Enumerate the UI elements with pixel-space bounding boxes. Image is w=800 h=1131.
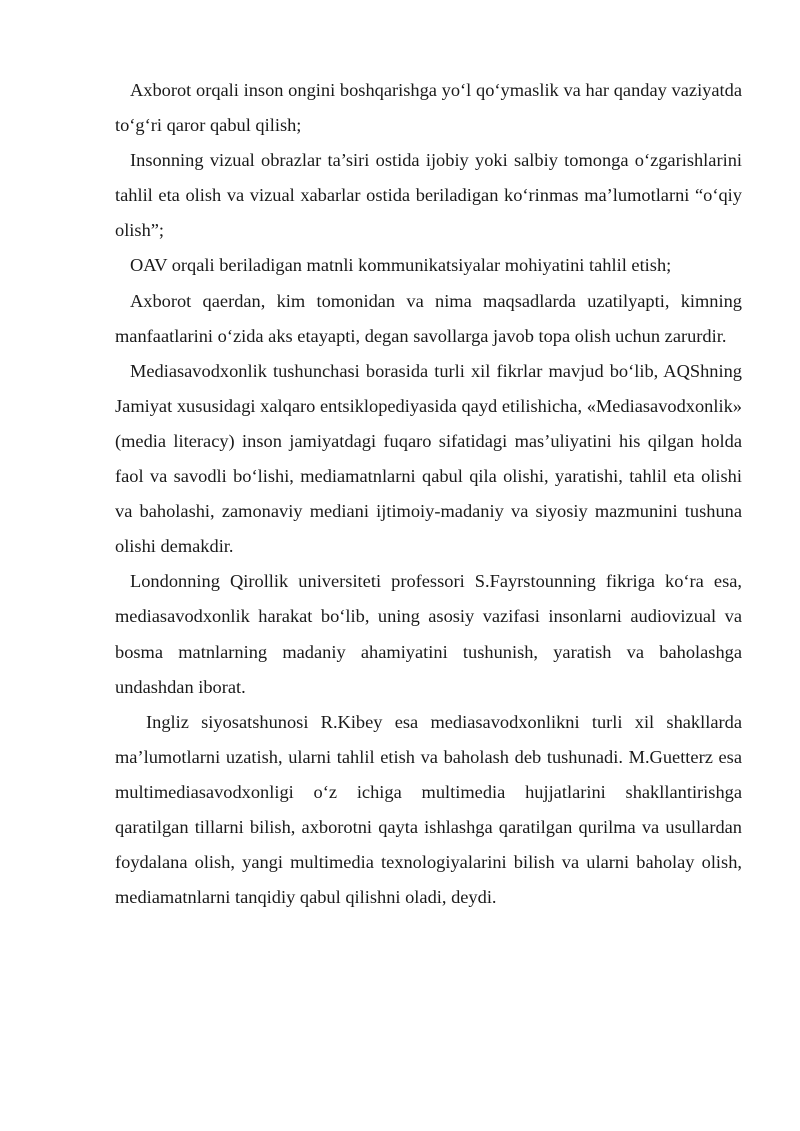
paragraph-2: Insonning vizual obrazlar ta’siri ostida ijobiy yoki salbiy tomonga o‘zgarishlarini tahlil eta olish va vizual xabarlar ostida beriladigan ko‘rinmas ma’lumotlarni “o‘qiy olish”; <box>115 150 742 241</box>
paragraph-7: Ingliz siyosatshunosi R.Kibey esa mediasavodxonlikni turli xil shakllarda ma’lumotlarni uzatish, ularni tahlil etish va baholash deb tushunadi. M.Guetterz esa multimediasavodxonligi o‘z ichiga multimedia hujjatlarini shakllantirishga qaratilgan tillarni bilish, axborotni qayta ishlashga qaratilgan qurilma va usullardan foydalana olish, yangi multimedia texnologiyalarini bilish va ularni baholay olish, mediamatnlarni tanqidiy qabul qilishni oladi, deydi. <box>115 711 742 908</box>
paragraph-3: OAV orqali beriladigan matnli kommunikatsiyalar mohiyatini tahlil etish; <box>130 255 672 276</box>
paragraph-6: Londonning Qirollik universiteti professori S.Fayrstounning fikriga ko‘ra esa, mediasavodxonlik harakat bo‘lib, uning asosiy vazifasi insonlarni audiovizual va bosma matnlarning madaniy ahamiyatini tushunish, yaratish va baholashga undashdan iborat. <box>115 571 742 697</box>
paragraph-5: Mediasavodxonlik tushunchasi borasida turli xil fikrlar mavjud bo‘lib, AQShning Jamiyat xususidagi xalqaro entsiklopediyasida qayd etilishicha, «Mediasavodxonlik» (media literacy) inson jamiyatdagi fuqaro sifatidagi mas’uliyatini his qilgan holda faol va savodli bo‘lishi, mediamatnlarni qabul qila olishi, yaratishi, tahlil eta olishi va baholashi, zamonaviy mediani ijtimoiy-madaniy va siyosiy mazmunini tushuna olishi demakdir. <box>115 360 742 557</box>
paragraph-4: Axborot qaerdan, kim tomonidan va nima maqsadlarda uzatilyapti, kimning manfaatlarini o‘zida aks etayapti, degan savollarga javob topa olish uchun zarurdir. <box>115 290 742 346</box>
document-page <box>115 73 742 915</box>
paragraph-1: Axborot orqali inson ongini boshqarishga yo‘l qo‘ymaslik va har qanday vaziyatda to‘g‘ri qaror qabul qilish; <box>115 80 742 136</box>
